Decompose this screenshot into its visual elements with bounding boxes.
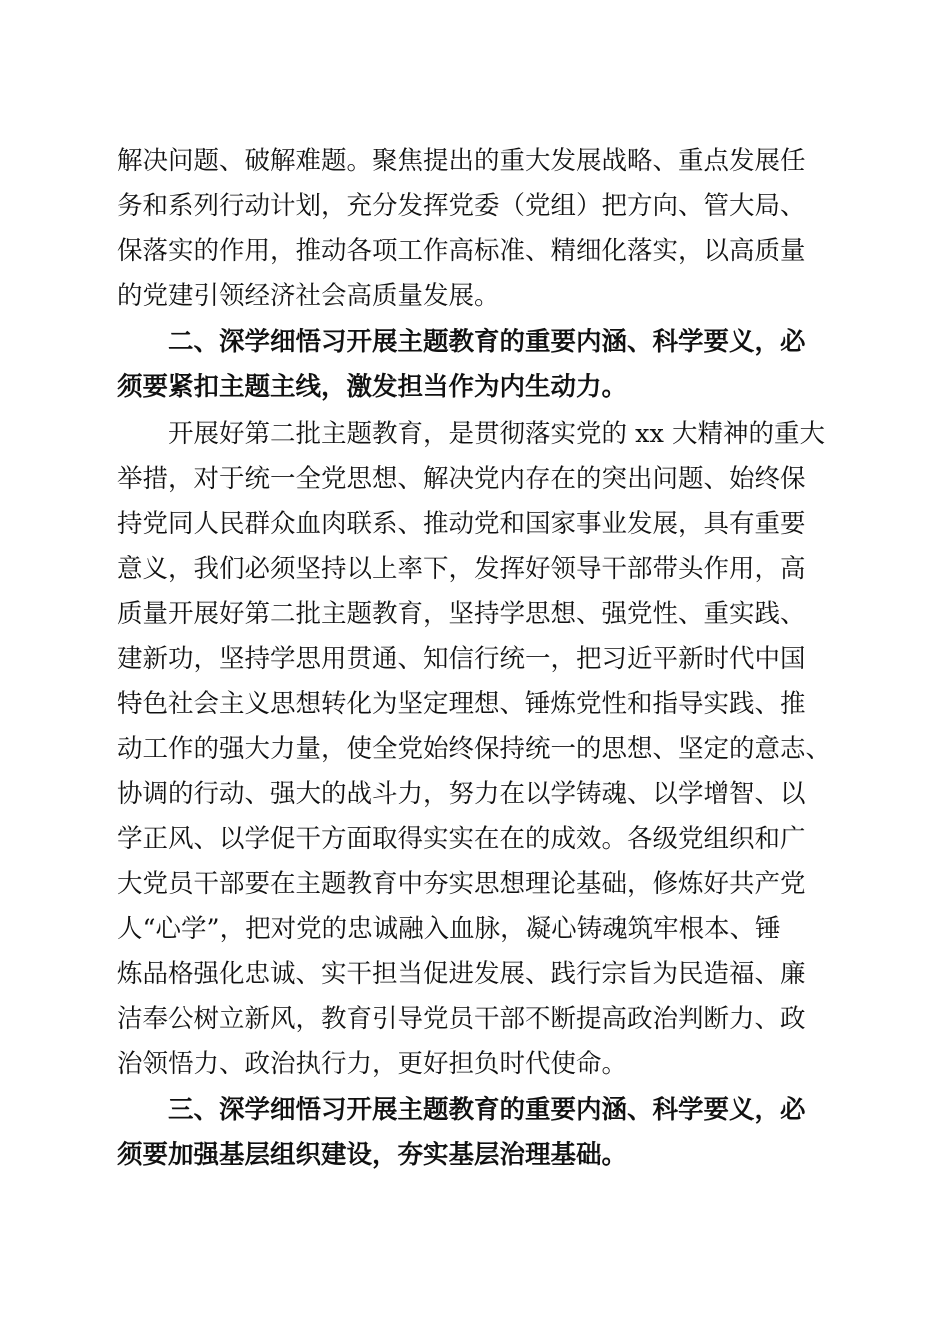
line-text: 解决问题、破解难题。聚焦提出的重大发展战略、重点发展任: [117, 146, 806, 176]
line-text: 保落实的作用，推动各项工作高标准、精细化落实，以高质量: [117, 236, 806, 266]
line-text: 炼品格强化忠诚、实干担当促进发展、践行宗旨为民造福、廉: [117, 959, 806, 989]
line-text: 持党同人民群众血肉联系、推动党和国家事业发展，具有重要: [117, 509, 806, 539]
heading-two-line-1: [0, 322, 950, 362]
body-line-13: [0, 774, 950, 814]
line-text: 举措，对于统一全党思想、解决党内存在的突出问题、始终保: [117, 464, 806, 494]
line-text: 大党员干部要在主题教育中夯实思想理论基础，修炼好共产党: [117, 869, 806, 899]
heading-three-line-1: [0, 1090, 950, 1130]
heading-text: 须要紧扣主题主线，激发担当作为内生动力。: [117, 372, 628, 402]
heading-text: 三、深学细悟习开展主题教育的重要内涵、科学要义，必: [168, 1095, 806, 1125]
line-text: 建新功，坚持学思用贯通、知信行统一，把习近平新时代中国: [117, 644, 806, 674]
line-text: 动工作的强大力量，使全党始终保持统一的思想、坚定的意志、: [117, 734, 832, 764]
body-line-12: [0, 729, 950, 769]
body-line-5: [0, 414, 950, 454]
body-line-1: [0, 141, 950, 181]
line-text: 人“心学”，把对党的忠诚融入血脉，凝心铸魂筑牢根本、锤: [117, 914, 781, 944]
body-line-7: [0, 504, 950, 544]
body-line-10: [0, 639, 950, 679]
line-text: 务和系列行动计划，充分发挥党委（党组）把方向、管大局、: [117, 191, 806, 221]
body-line-3: [0, 231, 950, 271]
line-text: 洁奉公树立新风，教育引导党员干部不断提高政治判断力、政: [117, 1004, 806, 1034]
body-line-18: [0, 999, 950, 1039]
body-line-15: [0, 864, 950, 904]
body-line-2: [0, 186, 950, 226]
body-line-8: [0, 549, 950, 589]
line-text: 意义，我们必须坚持以上率下，发挥好领导干部带头作用，高: [117, 554, 806, 584]
line-text: 的党建引领经济社会高质量发展。: [117, 281, 500, 311]
line-text: 学正风、以学促干方面取得实实在在的成效。各级党组织和广: [117, 824, 806, 854]
line-text: 特色社会主义思想转化为坚定理想、锤炼党性和指导实践、推: [117, 689, 806, 719]
line-text: 质量开展好第二批主题教育，坚持学思想、强党性、重实践、: [117, 599, 806, 629]
heading-two-line-2: [0, 367, 950, 407]
body-line-17: [0, 954, 950, 994]
body-line-19: [0, 1044, 950, 1084]
body-line-4: [0, 276, 950, 316]
body-line-9: [0, 594, 950, 634]
line-text: 协调的行动、强大的战斗力，努力在以学铸魂、以学增智、以: [117, 779, 806, 809]
body-line-6: [0, 459, 950, 499]
heading-text: 二、深学细悟习开展主题教育的重要内涵、科学要义，必: [168, 327, 806, 357]
body-line-11: [0, 684, 950, 724]
body-line-14: [0, 819, 950, 859]
body-line-16: [0, 909, 950, 949]
heading-text: 须要加强基层组织建设，夯实基层治理基础。: [117, 1140, 628, 1170]
line-text: 治领悟力、政治执行力，更好担负时代使命。: [117, 1049, 628, 1079]
heading-three-line-2: [0, 1135, 950, 1175]
line-text: 开展好第二批主题教育，是贯彻落实党的 xx 大精神的重大: [168, 419, 825, 449]
